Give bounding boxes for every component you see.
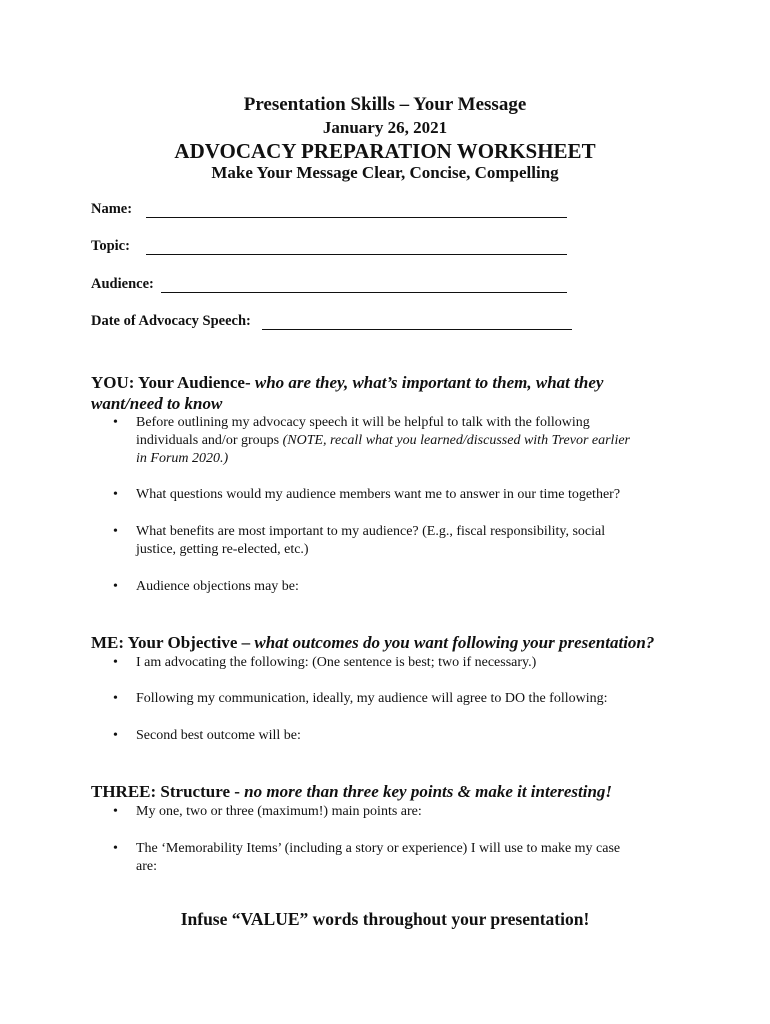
- bullet-icon: •: [113, 728, 118, 743]
- section-three-heading-bold: THREE: Structure -: [91, 782, 245, 801]
- bullet-icon: •: [113, 487, 118, 502]
- section-you-heading-bold: YOU: Your Audience-: [91, 373, 251, 392]
- section-me-heading: [91, 632, 691, 653]
- list-item-text: Audience objections may be:: [136, 579, 299, 594]
- bullet-icon: •: [113, 415, 118, 430]
- section-you-heading-italic-2: want/need to know: [91, 394, 223, 413]
- list-item-text: Following my communication, ideally, my audience will agree to DO the following:: [136, 691, 608, 706]
- section-you-heading-italic-1: who are they, what’s important to them, what they: [250, 373, 604, 392]
- list-item-note: in Forum 2020.): [136, 451, 229, 466]
- bullet-icon: •: [113, 524, 118, 539]
- list-item-text: What questions would my audience members want me to answer in our time together?: [136, 487, 621, 502]
- bullet-icon: •: [113, 804, 118, 819]
- list-item-text: Second best outcome will be:: [136, 728, 301, 743]
- audience-label: Audience:: [91, 276, 154, 292]
- section-me-heading-italic: what outcomes do you want following your presentation?: [254, 633, 655, 652]
- list-item-text: My one, two or three (maximum!) main points are:: [136, 804, 422, 819]
- list-item-text: justice, getting re-elected, etc.): [136, 542, 309, 557]
- list-item-note: (NOTE, recall what you learned/discussed with Trevor earlier: [282, 433, 630, 448]
- document-date: January 26, 2021: [322, 118, 448, 137]
- section-you-heading: [91, 372, 691, 414]
- list-item-text: The ‘Memorability Items’ (including a story or experience) I will use to make my case: [136, 841, 621, 856]
- bullet-icon: •: [113, 655, 118, 670]
- list-item-text: I am advocating the following: (One sentence is best; two if necessary.): [136, 655, 537, 670]
- footer-callout: Infuse “VALUE” words throughout your presentation!: [180, 909, 590, 929]
- topic-label: Topic:: [91, 238, 130, 254]
- name-label: Name:: [91, 201, 133, 217]
- list-item-text: Before outlining my advocacy speech it will be helpful to talk with the following: [136, 415, 590, 430]
- audience-blank-line[interactable]: [161, 292, 567, 293]
- list-item-text: are:: [136, 859, 157, 874]
- date-of-speech-label: Date of Advocacy Speech:: [91, 313, 251, 329]
- section-me-heading-bold: ME: Your Objective –: [91, 633, 255, 652]
- worksheet-title: ADVOCACY PREPARATION WORKSHEET: [174, 139, 596, 163]
- section-three-heading: [91, 781, 691, 802]
- date-of-speech-blank-line[interactable]: [262, 329, 572, 330]
- name-blank-line[interactable]: [146, 217, 567, 218]
- topic-blank-line[interactable]: [146, 254, 567, 255]
- worksheet-subtitle: Make Your Message Clear, Concise, Compelling: [211, 163, 559, 182]
- list-item-text: individuals and/or groups: [136, 433, 283, 448]
- bullet-icon: •: [113, 691, 118, 706]
- list-item-text: What benefits are most important to my audience? (E.g., fiscal responsibility, social: [136, 524, 606, 539]
- bullet-icon: •: [113, 579, 118, 594]
- section-three-heading-italic: no more than three key points & make it interesting!: [244, 782, 613, 801]
- document-title: Presentation Skills – Your Message: [243, 94, 527, 115]
- bullet-icon: •: [113, 841, 118, 856]
